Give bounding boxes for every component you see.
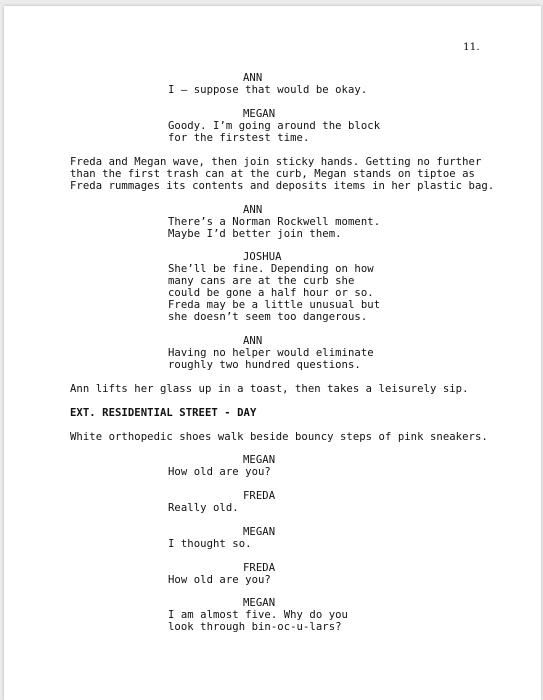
dialogue-line: How old are you?: [168, 574, 271, 586]
character-cue: FREDA: [243, 490, 276, 502]
character-cue: ANN: [243, 72, 263, 84]
character-cue: ANN: [243, 204, 263, 216]
dialogue-line: I thought so.: [168, 538, 252, 550]
dialogue-line: Goody. I’m going around the block: [168, 120, 381, 132]
character-cue: MEGAN: [243, 108, 276, 120]
script-page: [4, 6, 541, 700]
character-cue: ANN: [243, 335, 263, 347]
character-cue: JOSHUA: [243, 251, 282, 263]
dialogue-line: she doesn’t seem too dangerous.: [168, 311, 368, 323]
dialogue-line: There’s a Norman Rockwell moment.: [168, 216, 381, 228]
dialogue-line: could be gone a half hour or so.: [168, 287, 374, 299]
dialogue-line: How old are you?: [168, 466, 271, 478]
dialogue-line: She’ll be fine. Depending on how: [168, 263, 374, 275]
character-cue: MEGAN: [243, 454, 276, 466]
character-cue: MEGAN: [243, 526, 276, 538]
dialogue-line: I – suppose that would be okay.: [168, 84, 368, 96]
action-line: Ann lifts her glass up in a toast, then takes a leisurely sip.: [70, 383, 469, 395]
character-cue: FREDA: [243, 562, 276, 574]
dialogue-line: Maybe I’d better join them.: [168, 228, 342, 240]
action-line: White orthopedic shoes walk beside bouncy steps of pink sneakers.: [70, 431, 488, 443]
dialogue-line: look through bin-oc-u-lars?: [168, 621, 342, 633]
scene-heading: EXT. RESIDENTIAL STREET - DAY: [70, 407, 257, 419]
dialogue-line: roughly two hundred questions.: [168, 359, 361, 371]
dialogue-line: I am almost five. Why do you: [168, 609, 348, 621]
dialogue-line: Really old.: [168, 502, 239, 514]
dialogue-line: Freda may be a little unusual but: [168, 299, 381, 311]
character-cue: MEGAN: [243, 597, 276, 609]
page-number: 11.: [463, 41, 480, 53]
dialogue-line: many cans are at the curb she: [168, 275, 355, 287]
action-line: Freda and Megan wave, then join sticky hands. Getting no further: [70, 156, 482, 168]
dialogue-line: for the firstest time.: [168, 132, 310, 144]
action-line: Freda rummages its contents and deposits items in her plastic bag.: [70, 180, 495, 192]
action-line: than the first trash can at the curb, Megan stands on tiptoe as: [70, 168, 475, 180]
dialogue-line: Having no helper would eliminate: [168, 347, 374, 359]
